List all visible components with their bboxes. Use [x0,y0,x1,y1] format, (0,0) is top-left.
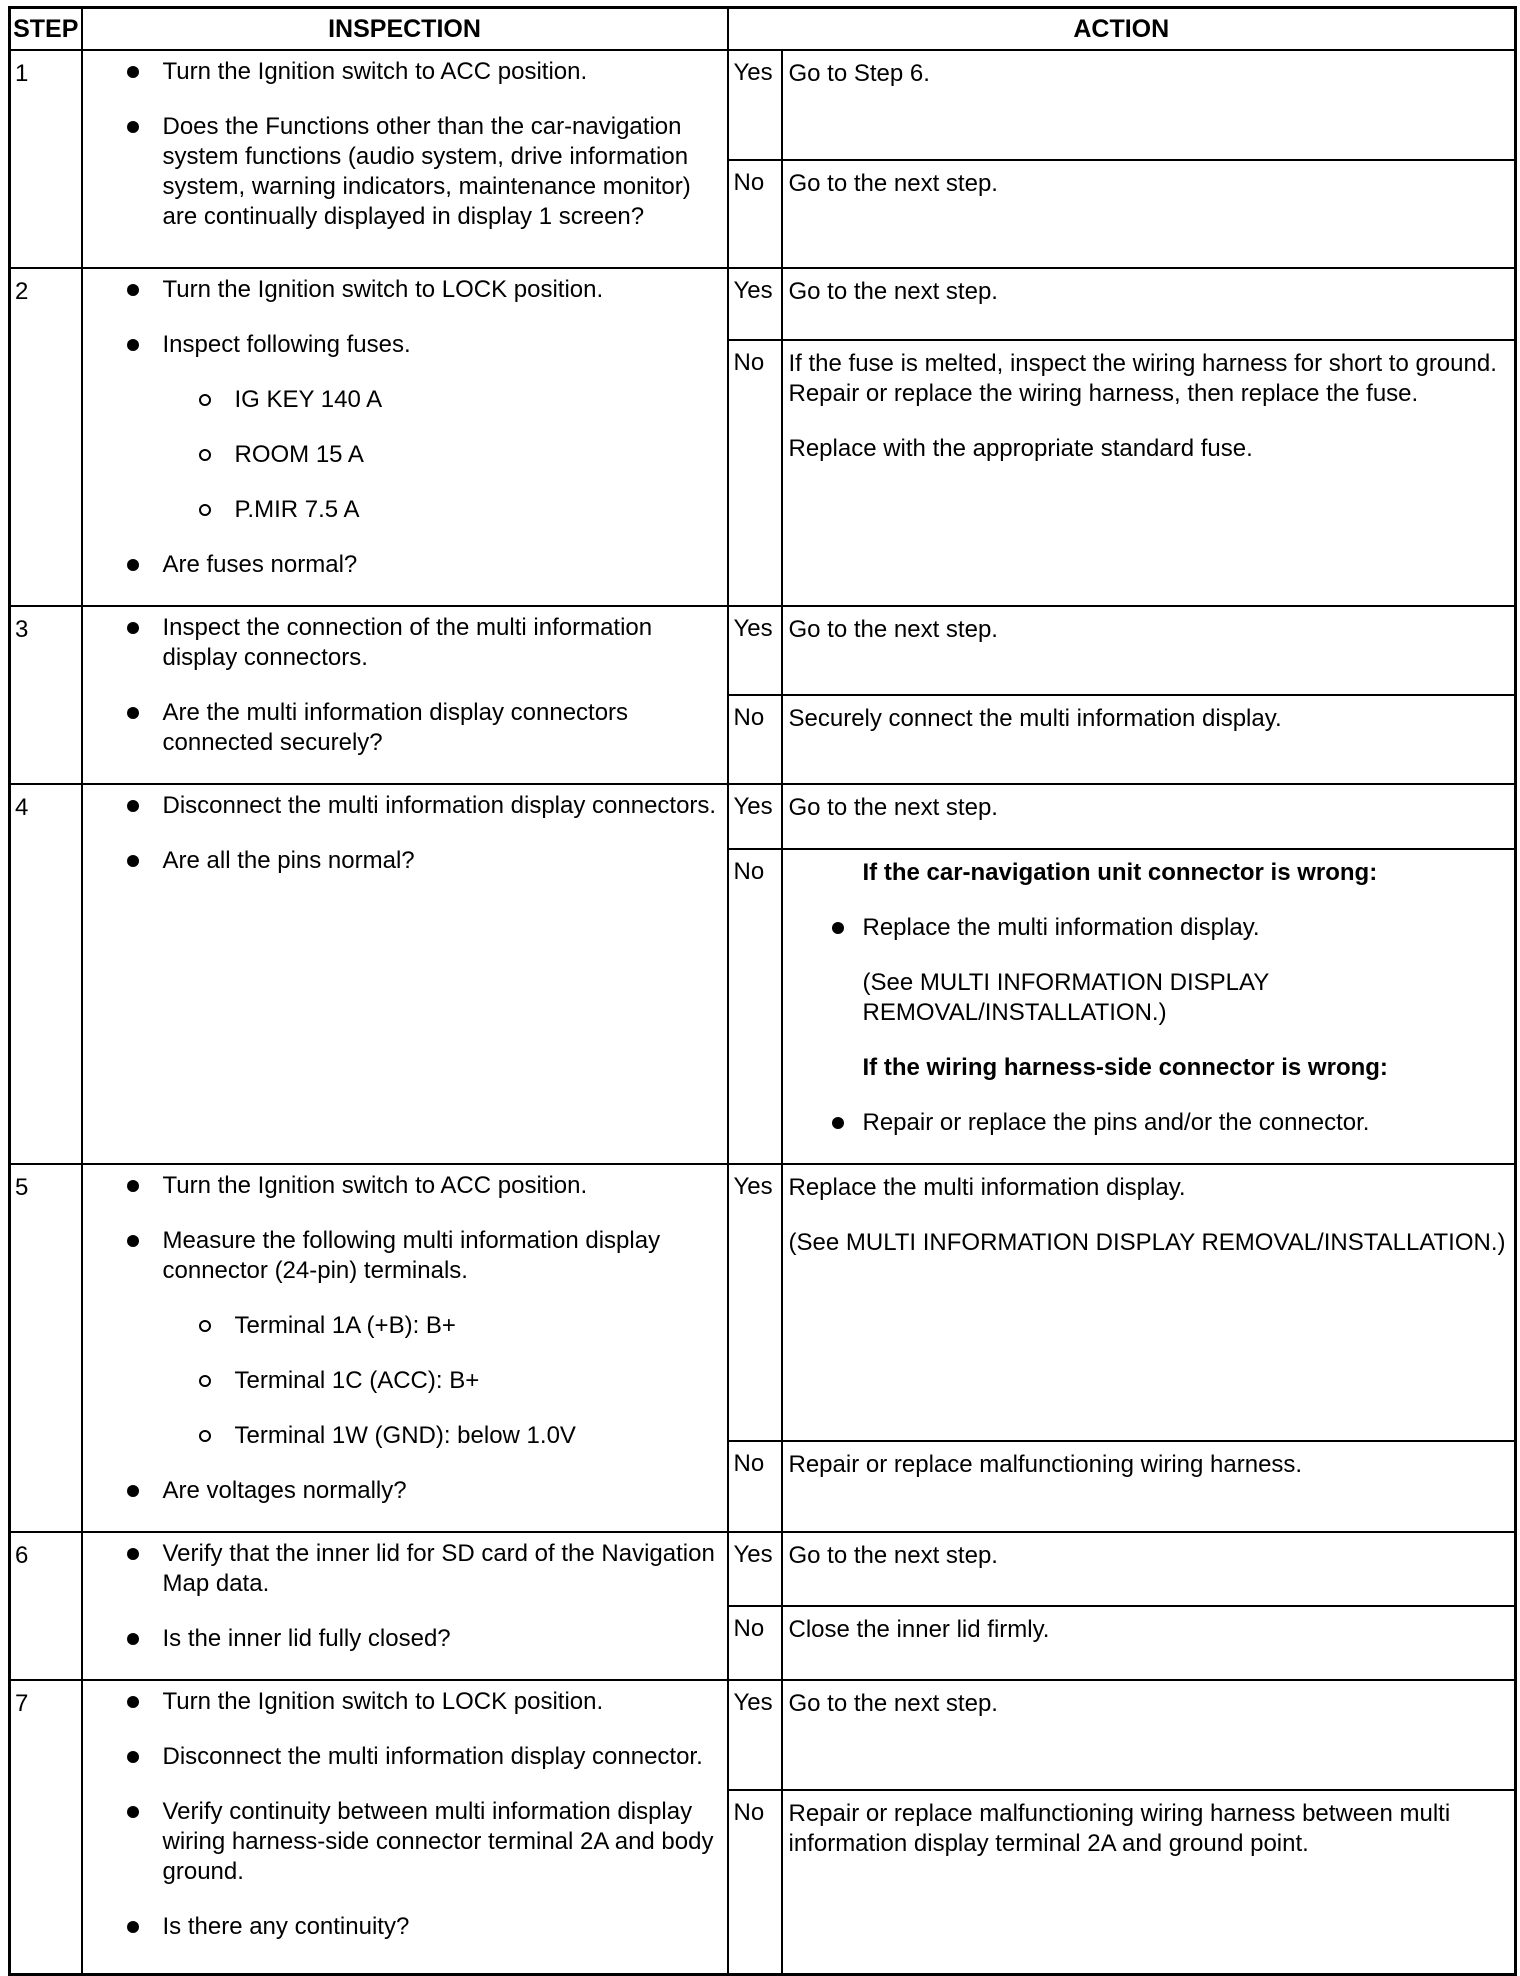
inspection-item: Verify that the inner lid for SD card of the Navigation Map data. [83,1539,717,1599]
step-5-yes-row [10,1164,1516,1441]
step-number: 2 [10,268,82,606]
yes-label: Yes [728,50,782,160]
no-label: No [728,1790,782,1974]
inspection-item: Are fuses normal? [83,550,717,580]
inspection-subitem: Terminal 1A (+B): B+ [83,1311,717,1341]
no-action [782,849,1516,1164]
inspection-item: Inspect following fuses. [83,330,717,360]
yes-action [782,268,1516,340]
step-3-inspection [82,606,728,784]
inspection-item: Turn the Ignition switch to LOCK position. [83,1687,717,1717]
action-text: Go to the next step. [788,1690,998,1717]
action-text: Repair or replace malfunctioning wiring harness. [788,1451,1303,1479]
yes-label: Yes [728,1680,782,1790]
step-7-yes-row [10,1680,1516,1790]
action-text: Go to the next step. [788,616,998,643]
inspection-item: Inspect the connection of the multi information display connectors. [83,613,717,673]
action-text: (See MULTI INFORMATION DISPLAY REMOVAL/INSTALLATION.) [788,1229,1506,1256]
inspection-item: Measure the following multi information display connector (24-pin) terminals. [83,1226,717,1286]
yes-label: Yes [728,784,782,849]
step-7-inspection [82,1680,728,1974]
diagnostic-table [8,6,1517,1976]
action-text: Replace with the appropriate standard fuse. [788,435,1253,463]
inspection-item: Are all the pins normal? [83,846,717,876]
inspection-item: Does the Functions other than the car-navigation system functions (audio system, drive information system, warning indicators, maintenance monitor) are continually displayed in display 1 screen? [83,112,717,232]
step-number: 7 [10,1680,82,1974]
action-text: Go to the next step. [788,170,998,197]
step-6-yes-row [10,1532,1516,1606]
action-text: Go to the next step. [788,794,998,821]
inspection-item: Are the multi information display connectors connected securely? [83,698,717,758]
step-2-inspection [82,268,728,606]
step-6-inspection [82,1532,728,1680]
action-text: If the fuse is melted, inspect the wiring harness for short to ground. Repair or replace the wiring harness, then replace the fuse. [788,350,1497,408]
action-heading: If the car-navigation unit connector is wrong: [862,859,1378,886]
yes-action [782,1532,1516,1606]
no-action [782,160,1516,268]
no-action [782,1606,1516,1680]
inspection-item: Is the inner lid fully closed? [83,1624,717,1654]
yes-action [782,784,1516,849]
no-label: No [728,1606,782,1680]
troubleshooting-sheet [8,6,1514,1976]
inspection-item: Turn the Ignition switch to LOCK position. [83,275,717,305]
step-4-inspection [82,784,728,1164]
step-number: 3 [10,606,82,784]
action-text: Replace the multi information display. [788,1174,1186,1201]
yes-action [782,606,1516,695]
no-label: No [728,849,782,1164]
no-action [782,340,1516,606]
inspection-item: Disconnect the multi information display connector. [83,1742,717,1772]
inspection-item: Turn the Ignition switch to ACC position. [83,57,717,87]
table-header-row [10,8,1516,51]
inspection-subitem: P.MIR 7.5 A [83,495,717,525]
header-inspection: INSPECTION [82,8,728,51]
inspection-subitem: ROOM 15 A [83,440,717,470]
header-action: ACTION [728,8,1516,51]
no-label: No [728,340,782,606]
inspection-subitem: Terminal 1W (GND): below 1.0V [83,1421,717,1451]
no-label: No [728,1441,782,1532]
step-number: 4 [10,784,82,1164]
action-bullet: Repair or replace the pins and/or the connector. [789,1108,1509,1138]
header-step: STEP [10,8,82,51]
inspection-subitem: IG KEY 140 A [83,385,717,415]
inspection-item: Is there any continuity? [83,1912,717,1942]
yes-action [782,1680,1516,1790]
yes-action [782,1164,1516,1441]
action-note: (See MULTI INFORMATION DISPLAY REMOVAL/INSTALLATION.) [862,969,1269,1026]
action-text: Repair or replace malfunctioning wiring harness between multi information display terminal 2A and ground point. [788,1800,1451,1857]
inspection-subitem: Terminal 1C (ACC): B+ [83,1366,717,1396]
inspection-item: Are voltages normally? [83,1476,717,1506]
step-4-yes-row [10,784,1516,849]
action-text: Go to the next step. [788,278,998,305]
step-5-inspection [82,1164,728,1532]
step-2-yes-row [10,268,1516,340]
step-number: 6 [10,1532,82,1680]
yes-label: Yes [728,268,782,340]
yes-label: Yes [728,1532,782,1606]
step-number: 1 [10,50,82,268]
action-heading: If the wiring harness-side connector is wrong: [862,1054,1388,1081]
yes-label: Yes [728,606,782,695]
yes-action [782,50,1516,160]
action-text: Go to Step 6. [788,60,930,87]
no-action [782,1790,1516,1974]
step-1-yes-row [10,50,1516,160]
step-1-inspection [82,50,728,268]
inspection-item: Disconnect the multi information display connectors. [83,791,717,821]
action-text: Go to the next step. [788,1542,998,1569]
no-action [782,695,1516,784]
no-action [782,1441,1516,1532]
no-label: No [728,695,782,784]
action-text: Securely connect the multi information display. [788,705,1282,732]
no-label: No [728,160,782,268]
inspection-item: Turn the Ignition switch to ACC position. [83,1171,717,1201]
step-number: 5 [10,1164,82,1532]
action-bullet: Replace the multi information display. [789,913,1509,943]
yes-label: Yes [728,1164,782,1441]
inspection-item: Verify continuity between multi information display wiring harness-side connector terminal 2A and body ground. [83,1797,717,1887]
step-3-yes-row [10,606,1516,695]
action-text: Close the inner lid firmly. [788,1616,1050,1643]
